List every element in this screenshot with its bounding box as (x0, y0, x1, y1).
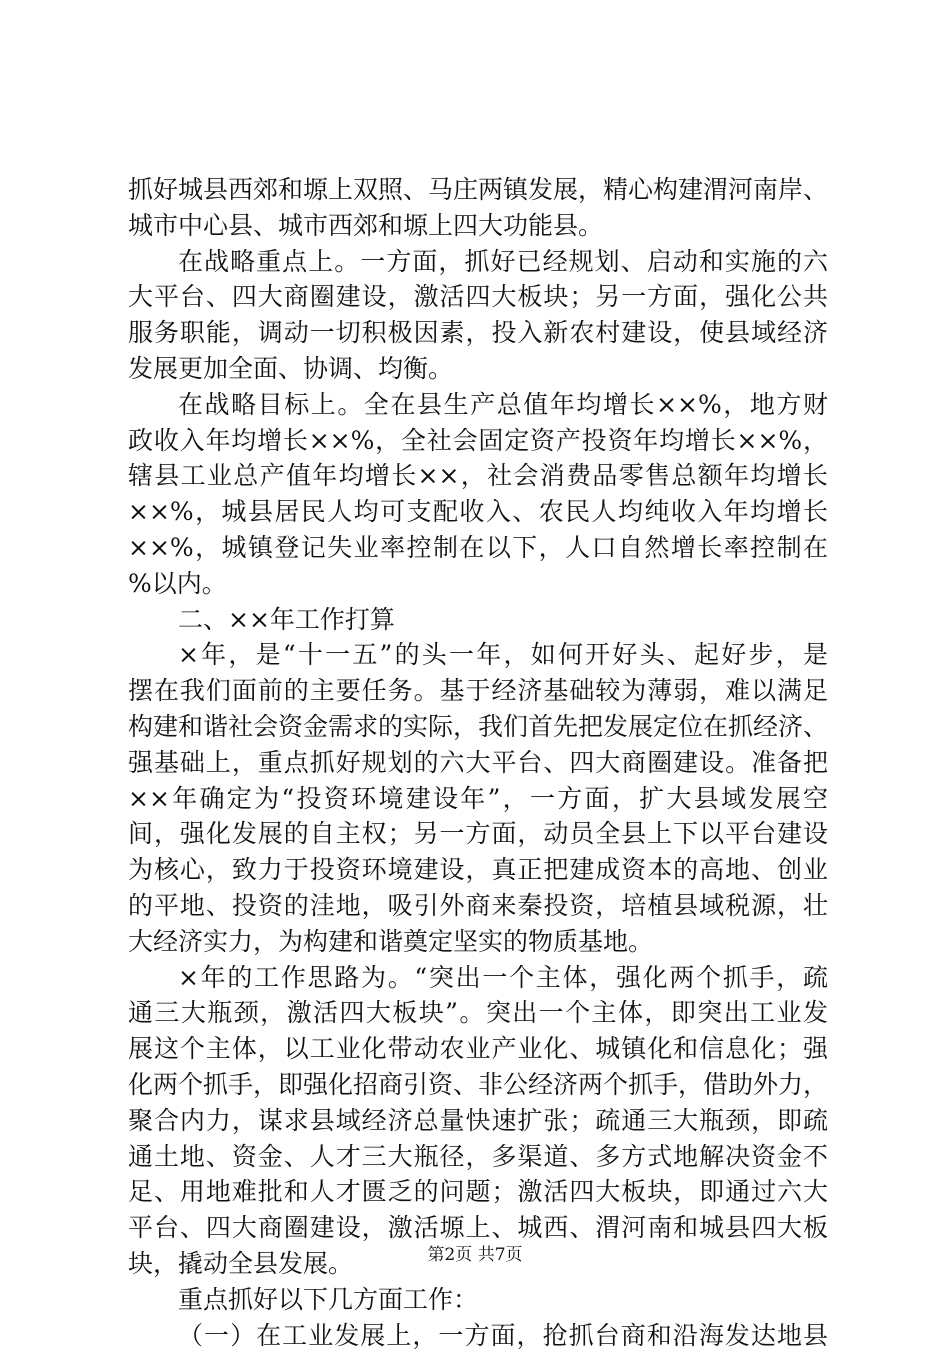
text-line: 强基础上，重点抓好规划的六大平台、四大商圈建设。准备把 (128, 745, 828, 781)
text-line: 在战略重点上。一方面，抓好已经规划、启动和实施的六 (128, 244, 828, 280)
text-line: 服务职能，调动一切积极因素，投入新农村建设，使县域经济 (128, 315, 828, 351)
text-line: 足、用地难批和人才匮乏的问题；激活四大板块，即通过六大 (128, 1174, 828, 1210)
text-line: 通土地、资金、人才三大瓶径，多渠道、多方式地解决资金不 (128, 1139, 828, 1175)
text-line: 平台、四大商圈建设，激活塬上、城西、渭河南和城县四大板 (128, 1210, 828, 1246)
text-line: 聚合内力，谋求县域经济总量快速扩张；疏通三大瓶颈，即疏 (128, 1103, 828, 1139)
text-line: 大平台、四大商圈建设，激活四大板块；另一方面，强化公共 (128, 279, 828, 315)
text-line: 重点抓好以下几方面工作： (128, 1282, 828, 1318)
text-line: 通三大瓶颈，激活四大板块”。突出一个主体，即突出工业发 (128, 995, 828, 1031)
text-line: 展这个主体，以工业化带动农业产业化、城镇化和信息化；强 (128, 1031, 828, 1067)
text-line: ××%，城县居民人均可支配收入、农民人均纯收入年均增长 (128, 494, 828, 530)
text-line: ×年的工作思路为。“突出一个主体，强化两个抓手，疏 (128, 960, 828, 996)
text-line: 为核心，致力于投资环境建设，真正把建成资本的高地、创业 (128, 852, 828, 888)
text-line: %以内。 (128, 566, 828, 602)
text-line: 块，撬动全县发展。 (128, 1246, 828, 1282)
text-line: ××年确定为“投资环境建设年”，一方面，扩大县域发展空 (128, 781, 828, 817)
text-line: 发展更加全面、协调、均衡。 (128, 351, 828, 387)
text-line: 摆在我们面前的主要任务。基于经济基础较为薄弱，难以满足 (128, 673, 828, 709)
text-line: 城市中心县、城市西郊和塬上四大功能县。 (128, 208, 828, 244)
text-line: 抓好城县西郊和塬上双照、马庄两镇发展，精心构建渭河南岸、 (128, 172, 828, 208)
text-line: 构建和谐社会资金需求的实际，我们首先把发展定位在抓经济、 (128, 709, 828, 745)
text-line: （一）在工业发展上，一方面，抢抓台商和沿海发达地县 (128, 1318, 828, 1353)
text-line: 的平地、投资的洼地，吸引外商来秦投资，培植县域税源，壮 (128, 888, 828, 924)
text-line: 大经济实力，为构建和谐奠定坚实的物质基地。 (128, 924, 828, 960)
text-line: 化两个抓手，即强化招商引资、非公经济两个抓手，借助外力， (128, 1067, 828, 1103)
text-line: 辖县工业总产值年均增长××，社会消费品零售总额年均增长 (128, 458, 828, 494)
text-line: 间，强化发展的自主权；另一方面，动员全县上下以平台建设 (128, 816, 828, 852)
text-line: ××%，城镇登记失业率控制在以下，人口自然增长率控制在 (128, 530, 828, 566)
text-line: ×年，是“十一五”的头一年，如何开好头、起好步，是 (128, 637, 828, 673)
page-footer: 第2页 共7页 (0, 1244, 950, 1266)
document-body (128, 172, 828, 1353)
text-line: 在战略目标上。全在县生产总值年均增长××%，地方财 (128, 387, 828, 423)
text-line: 政收入年均增长××%，全社会固定资产投资年均增长××%， (128, 423, 828, 459)
text-line: 二、××年工作打算 (128, 602, 828, 638)
